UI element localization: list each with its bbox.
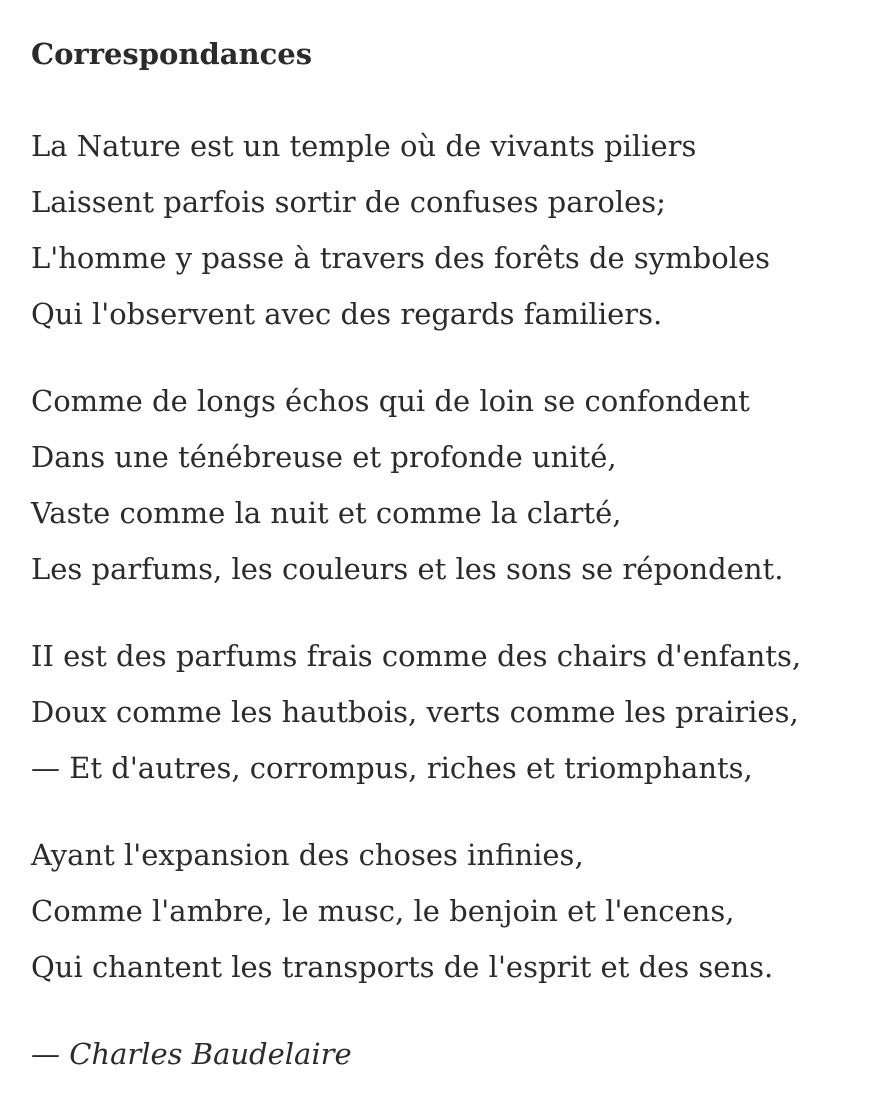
poem-line: Les parfums, les couleurs et les sons se répondent. — [31, 552, 784, 586]
poem-line: Doux comme les hautbois, verts comme les prairies, — [31, 695, 799, 729]
stanza-4 — [31, 827, 876, 995]
poem-line: II est des parfums frais comme des chairs d'enfants, — [31, 639, 802, 673]
poem-line: La Nature est un temple où de vivants piliers — [31, 129, 697, 163]
poem-title: Correspondances — [31, 37, 313, 71]
poem-line: Dans une ténébreuse et profonde unité, — [31, 440, 617, 474]
stanza-2 — [31, 373, 876, 597]
stanza-1 — [31, 118, 876, 342]
poem-line: — Et d'autres, corrompus, riches et triomphants, — [31, 751, 753, 785]
poem-line: Comme de longs échos qui de loin se confondent — [31, 384, 750, 418]
poem-line: Qui chantent les transports de l'esprit et des sens. — [31, 950, 774, 984]
stanza-3 — [31, 628, 876, 796]
poem-line: L'homme y passe à travers des forêts de symboles — [31, 241, 771, 275]
poem-line: Vaste comme la nuit et comme la clarté, — [31, 496, 622, 530]
poem-line: Ayant l'expansion des choses infinies, — [31, 838, 584, 872]
poem-attribution: — Charles Baudelaire — [31, 1037, 352, 1071]
poem-line: Laissent parfois sortir de confuses paroles; — [31, 185, 666, 219]
poem-line: Qui l'observent avec des regards familiers. — [31, 297, 663, 331]
poem-line: Comme l'ambre, le musc, le benjoin et l'encens, — [31, 894, 735, 928]
